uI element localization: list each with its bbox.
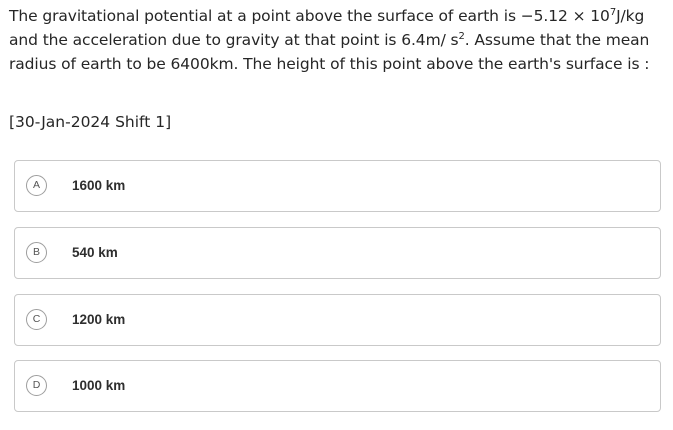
exponent-7: 7 [609,6,617,18]
question-part-2: J/kg and the acceleration due to gravity at that point is 6.4m/ s [9,7,645,49]
question-part-1: The gravitational potential at a point above the surface of earth is −5.12 × 10 [9,7,610,25]
option-a[interactable] [14,160,661,212]
exam-tag: [30-Jan-2024 Shift 1] [9,113,172,131]
option-b[interactable] [14,227,661,279]
option-c[interactable] [14,294,661,346]
option-letter-d: D [26,375,47,396]
option-letter-a: A [26,175,47,196]
option-text-a: 1600 km [72,178,126,193]
question-part-3: . Assume that the mean radius of earth to be 6400km. The height of this point above the earth's surface is : [9,31,650,73]
question-text [9,4,664,76]
exponent-2: 2 [458,30,465,42]
option-text-d: 1000 km [72,378,126,393]
option-text-c: 1200 km [72,312,126,327]
option-letter-b: B [26,242,47,263]
option-text-b: 540 km [72,245,118,260]
option-letter-c: C [26,309,47,330]
option-d[interactable] [14,360,661,412]
